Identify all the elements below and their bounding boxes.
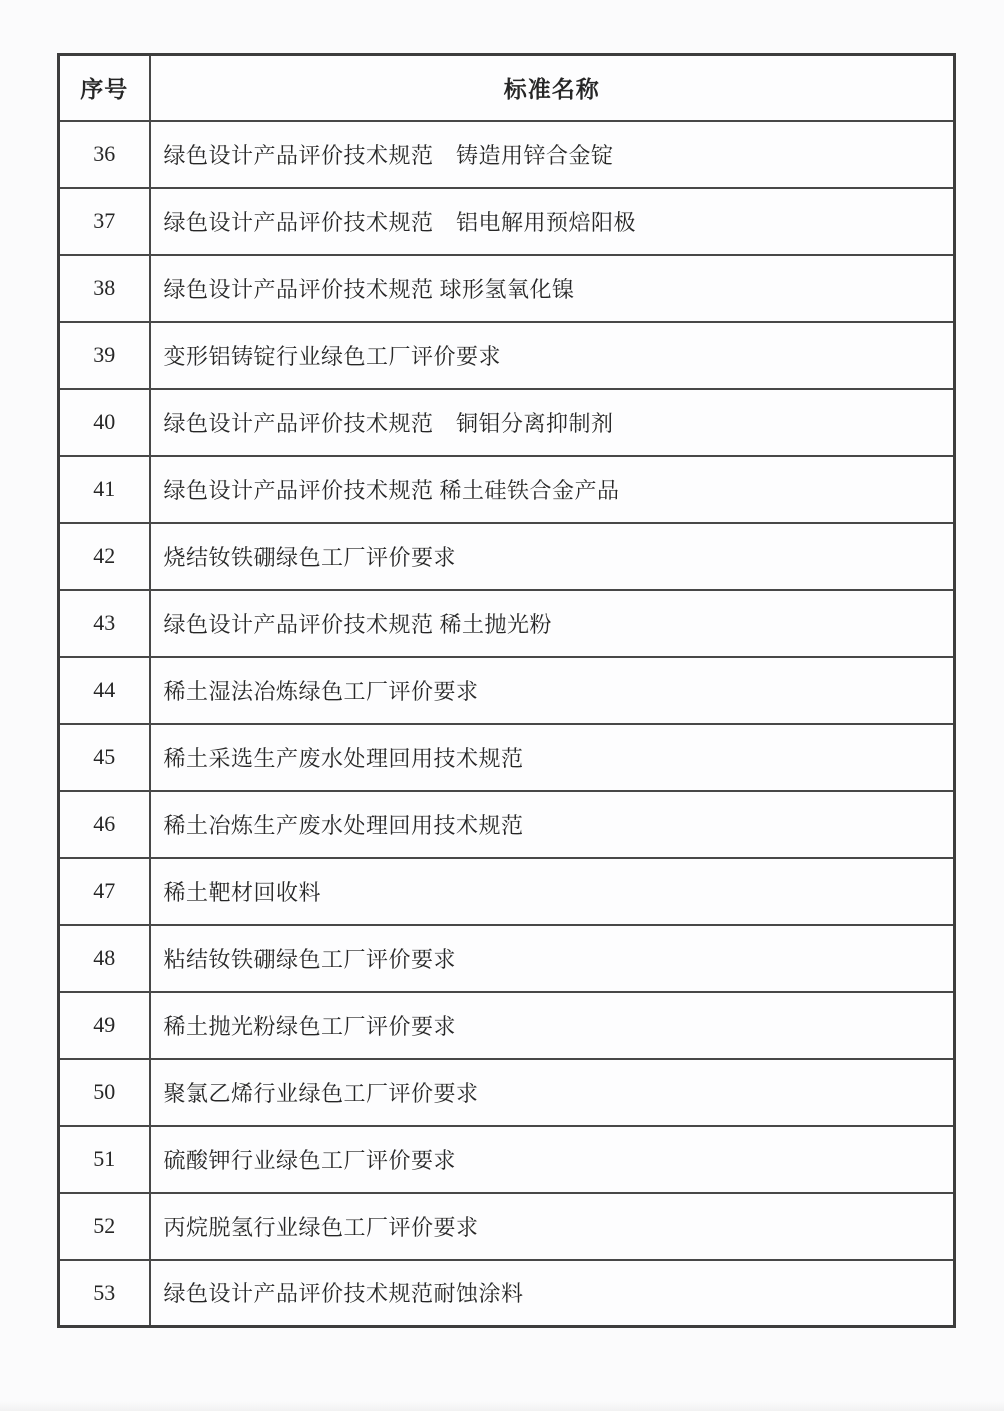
table-row — [59, 121, 955, 188]
table-row — [59, 590, 955, 657]
table-row — [59, 657, 955, 724]
row-index-cell: 41 — [59, 456, 150, 523]
table-row — [59, 456, 955, 523]
row-index-cell: 47 — [59, 858, 150, 925]
table-row — [59, 255, 955, 322]
row-standard-name-cell: 绿色设计产品评价技术规范 铜钼分离抑制剂 — [150, 389, 955, 456]
row-index-cell: 52 — [59, 1193, 150, 1260]
column-header-index: 序号 — [59, 55, 150, 121]
row-index-cell: 48 — [59, 925, 150, 992]
row-standard-name-cell: 稀土靶材回收料 — [150, 858, 955, 925]
row-index-cell: 37 — [59, 188, 150, 255]
row-index-cell: 43 — [59, 590, 150, 657]
column-header-name: 标准名称 — [150, 55, 955, 121]
table-row — [59, 322, 955, 389]
row-standard-name-cell: 绿色设计产品评价技术规范 球形氢氧化镍 — [150, 255, 955, 322]
row-standard-name-cell: 粘结钕铁硼绿色工厂评价要求 — [150, 925, 955, 992]
row-standard-name-cell: 稀土冶炼生产废水处理回用技术规范 — [150, 791, 955, 858]
row-index-cell: 44 — [59, 657, 150, 724]
row-standard-name-cell: 聚氯乙烯行业绿色工厂评价要求 — [150, 1059, 955, 1126]
bottom-fade — [0, 1401, 1004, 1411]
row-standard-name-cell: 稀土采选生产废水处理回用技术规范 — [150, 724, 955, 791]
table-header-row — [59, 55, 955, 121]
row-index-cell: 42 — [59, 523, 150, 590]
table-row — [59, 188, 955, 255]
row-index-cell: 51 — [59, 1126, 150, 1193]
table-row — [59, 1126, 955, 1193]
row-index-cell: 50 — [59, 1059, 150, 1126]
table-row — [59, 858, 955, 925]
row-index-cell: 40 — [59, 389, 150, 456]
row-standard-name-cell: 绿色设计产品评价技术规范 稀土硅铁合金产品 — [150, 456, 955, 523]
row-standard-name-cell: 丙烷脱氢行业绿色工厂评价要求 — [150, 1193, 955, 1260]
standards-table — [57, 53, 956, 1328]
row-standard-name-cell: 绿色设计产品评价技术规范 铝电解用预焙阳极 — [150, 188, 955, 255]
table-row — [59, 925, 955, 992]
row-index-cell: 39 — [59, 322, 150, 389]
row-standard-name-cell: 稀土抛光粉绿色工厂评价要求 — [150, 992, 955, 1059]
row-index-cell: 45 — [59, 724, 150, 791]
table-row — [59, 389, 955, 456]
table-row — [59, 1260, 955, 1327]
table-row — [59, 523, 955, 590]
row-index-cell: 46 — [59, 791, 150, 858]
row-index-cell: 53 — [59, 1260, 150, 1327]
table-row — [59, 1193, 955, 1260]
row-index-cell: 36 — [59, 121, 150, 188]
row-standard-name-cell: 绿色设计产品评价技术规范耐蚀涂料 — [150, 1260, 955, 1327]
row-standard-name-cell: 绿色设计产品评价技术规范 铸造用锌合金锭 — [150, 121, 955, 188]
table-row — [59, 1059, 955, 1126]
row-index-cell: 38 — [59, 255, 150, 322]
table-row — [59, 791, 955, 858]
table-row — [59, 724, 955, 791]
row-standard-name-cell: 变形铝铸锭行业绿色工厂评价要求 — [150, 322, 955, 389]
row-standard-name-cell: 硫酸钾行业绿色工厂评价要求 — [150, 1126, 955, 1193]
table-row — [59, 992, 955, 1059]
row-index-cell: 49 — [59, 992, 150, 1059]
row-standard-name-cell: 烧结钕铁硼绿色工厂评价要求 — [150, 523, 955, 590]
document-page — [57, 53, 956, 1328]
row-standard-name-cell: 绿色设计产品评价技术规范 稀土抛光粉 — [150, 590, 955, 657]
row-standard-name-cell: 稀土湿法冶炼绿色工厂评价要求 — [150, 657, 955, 724]
